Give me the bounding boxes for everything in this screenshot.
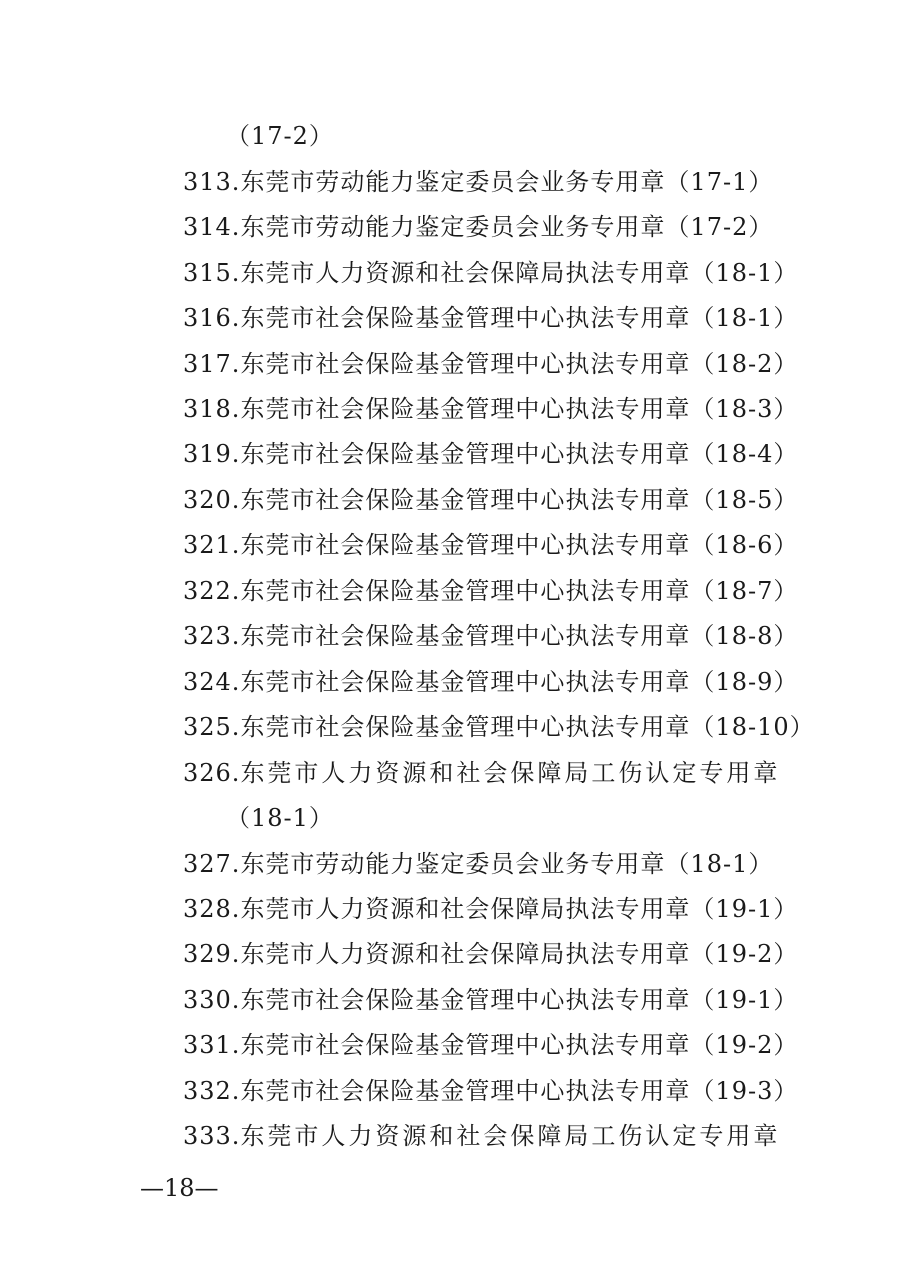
list-item-number: 318.: [183, 395, 241, 423]
page-number: —18—: [140, 1174, 219, 1202]
list-item-number: 329.: [183, 940, 241, 968]
list-item: [183, 162, 773, 202]
list-item-text: 东莞市社会保险基金管理中心执法专用章（18-10）: [240, 713, 815, 741]
list-item-text: 东莞市劳动能力鉴定委员会业务专用章（18-1）: [240, 850, 774, 878]
list-item-number: 322.: [183, 577, 241, 605]
list-item-number: 320.: [183, 486, 241, 514]
list-item-number: 316.: [183, 304, 241, 332]
list-item: [183, 616, 798, 656]
list-item: [183, 389, 798, 429]
list-item-number: 332.: [183, 1077, 241, 1105]
list-item-text: 东莞市人力资源和社会保障局工伤认定专用章: [240, 1122, 781, 1150]
list-item: [183, 298, 798, 338]
list-item-text: 东莞市人力资源和社会保障局执法专用章（18-1）: [240, 259, 799, 287]
list-item-text: 东莞市人力资源和社会保障局执法专用章（19-2）: [240, 940, 799, 968]
list-item-text: 东莞市社会保险基金管理中心执法专用章（18-7）: [240, 577, 799, 605]
list-item: [183, 344, 798, 384]
list-item-text: 东莞市劳动能力鉴定委员会业务专用章（17-1）: [240, 168, 774, 196]
list-item-continuation: [226, 116, 334, 156]
list-item-number: 321.: [183, 531, 241, 559]
list-item: [183, 571, 798, 611]
list-item-number: 333.: [183, 1122, 241, 1150]
list-item-text: 东莞市社会保险基金管理中心执法专用章（18-3）: [240, 395, 799, 423]
list-item-number: 326.: [183, 759, 241, 787]
list-item: [183, 1071, 798, 1111]
list-item-text: 东莞市人力资源和社会保障局工伤认定专用章: [240, 759, 781, 787]
list-item: [183, 934, 798, 974]
list-item: [183, 980, 798, 1020]
list-item-number: 330.: [183, 986, 241, 1014]
list-item-text: 东莞市社会保险基金管理中心执法专用章（19-2）: [240, 1031, 799, 1059]
list-item-number: 317.: [183, 350, 241, 378]
list-item-number: 315.: [183, 259, 241, 287]
list-item-text: 东莞市社会保险基金管理中心执法专用章（18-1）: [240, 304, 799, 332]
list-item-continuation: [226, 798, 334, 838]
list-item-text: 东莞市劳动能力鉴定委员会业务专用章（17-2）: [240, 213, 774, 241]
list-item-text: 东莞市人力资源和社会保障局执法专用章（19-1）: [240, 895, 799, 923]
list-item: [183, 525, 798, 565]
list-item-number: 324.: [183, 668, 241, 696]
list-item-number: 331.: [183, 1031, 241, 1059]
list-item: [183, 753, 780, 793]
list-item: [183, 253, 798, 293]
list-item: [183, 480, 798, 520]
list-item: [183, 1116, 780, 1156]
list-item-text: 东莞市社会保险基金管理中心执法专用章（18-5）: [240, 486, 799, 514]
list-item: [183, 207, 773, 247]
list-item-text: 东莞市社会保险基金管理中心执法专用章（19-3）: [240, 1077, 799, 1105]
list-item-number: 323.: [183, 622, 241, 650]
list-item: [183, 844, 773, 884]
list-item-text: （17-2）: [226, 122, 334, 150]
list-item-number: 325.: [183, 713, 241, 741]
list-item-text: 东莞市社会保险基金管理中心执法专用章（18-9）: [240, 668, 799, 696]
list-item-text: 东莞市社会保险基金管理中心执法专用章（18-2）: [240, 350, 799, 378]
list-item-text: 东莞市社会保险基金管理中心执法专用章（18-6）: [240, 531, 799, 559]
list-item-number: 327.: [183, 850, 241, 878]
list-item-text: 东莞市社会保险基金管理中心执法专用章（19-1）: [240, 986, 799, 1014]
list-item: [183, 707, 815, 747]
list-item-text: （18-1）: [226, 804, 334, 832]
list-item: [183, 662, 798, 702]
list-item-text: 东莞市社会保险基金管理中心执法专用章（18-8）: [240, 622, 799, 650]
list-item-number: 314.: [183, 213, 241, 241]
list-item: [183, 434, 798, 474]
list-item-number: 328.: [183, 895, 241, 923]
list-item-number: 313.: [183, 168, 241, 196]
list-item-number: 319.: [183, 440, 241, 468]
list-item-text: 东莞市社会保险基金管理中心执法专用章（18-4）: [240, 440, 799, 468]
list-item: [183, 1025, 798, 1065]
list-item: [183, 889, 798, 929]
